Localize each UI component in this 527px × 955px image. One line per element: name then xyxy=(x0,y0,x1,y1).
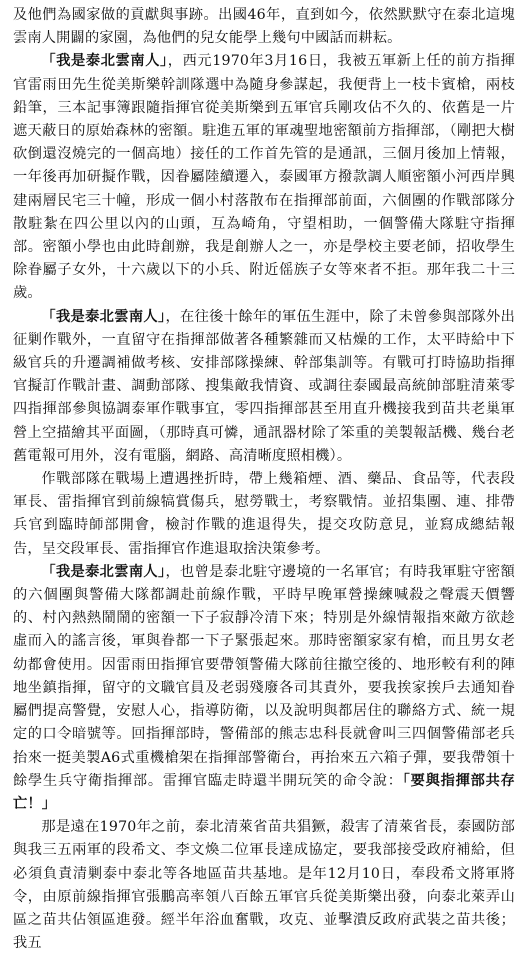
paragraph-3 xyxy=(13,306,515,468)
paragraph-2-heading: 「我是泰北雲南人」 xyxy=(41,53,168,70)
paragraph-5-heading: 「我是泰北雲南人」 xyxy=(41,563,166,580)
paragraph-6-text: 那是遠在1970年之前，泰北清萊省苗共猖獗，殺害了清萊省長，泰國防部與我三五兩軍的段希文、李文煥二位軍長達成協定，要我部接受政府補給，但必須負責清剿泰中泰北等各地區苗共基地。是年12月10日，奉段希文將軍將令，由原前線指揮官張鵬高率領八百餘五軍官兵從美斯樂出發，向泰北萊弄山區之苗共佔領區進發。經半年浴血奮戰，攻克、並擊潰反政府武裝之苗共後；我五 xyxy=(13,819,515,952)
paragraph-5-text: ，也曾是泰北駐守邊境的一名軍官；有時我軍駐守密額的六個團與警備大隊都調赴前線作戰，平時早晚軍營操練喊殺之聲震天價響的、村內熱熱鬧鬧的密額一下子寂靜冷清下來；特別是外線情報指來敵方欲趁虛而入的謠言後，軍與眷都一下子緊張起來。那時密額家家有槍，而且男女老幼都會使用。因雷雨田指揮官要帶領警備大隊前往撤空後的、地形較有利的陣地坐鎮指揮，留守的文職官員及老弱殘廢各司其責外，要我挨家挨戶去通知眷屬們提高警覺，安慰人心，指導防衛，以及說明與都居住的聯絡方式、統一規定的口令暗號等。回指揮部時，警備部的熊志忠科長就會叫三四個警備部老兵抬來一挺美製A6式重機槍架在指揮部警衛台，再抬來五六箱子彈，要我帶領十餘學生兵守衛指揮部。雷揮官臨走時還半開玩笑的命令說： xyxy=(13,563,515,789)
paragraph-1 xyxy=(13,4,515,50)
paragraph-5-quote: 「要與指揮部共存亡！」 xyxy=(13,772,515,812)
paragraph-4 xyxy=(13,468,515,561)
paragraph-3-text: ，在往後十餘年的軍伍生涯中，除了未曾參與部隊外出征剿作戰外，一直留守在指揮部做著各種繁雜而又枯燥的工作，太平時給中下級官兵的升遷調補做考核、安排部隊操練、幹部集訓等。有戰可打時協助指揮官擬訂作戰計畫、調動部隊、搜集敵我情資、或調往泰國最高統帥部駐清萊零四指揮部參與協調泰軍作戰事宜，零四指揮部甚至用直升機接我到苗共老巢軍營上空描繪其平面圖，（那時真可憐，通訊器材除了笨重的美製報話機、幾台老舊電報可用外，沒有電腦，網路、高清晰度照相機）。 xyxy=(13,308,515,464)
paragraph-5 xyxy=(13,561,515,816)
paragraph-1-text: 及他們為國家做的貢獻與事跡。出國46年，直到如今，依然默默守在泰北這塊雲南人開闢的家園，為他們的兒女能學上幾句中國話而耕耘。 xyxy=(13,7,515,47)
paragraph-2-text: ，西元1970年3月16日，我被五軍新上任的前方指揮官雷雨田先生從美斯樂幹訓隊選中為隨身參謀起，我便背上一枝卡賓槍，兩枝鉛筆，三本記事簿跟隨指揮官從美斯樂到五軍官兵剛攻佔不久的、依舊是一片遮天蔽日的原始森林的密額。駐進五軍的軍魂聖地密額前方指揮部，（剛把大樹砍倒還沒燒完的一個高地）接任的工作首先管的是通訊，三個月後加上情報，一年後再加研擬作戰，因眷屬陸續遷入，泰國軍方撥款調人順密額小河西岸興建兩層民宅三十幢，形成一個小村落散布在指揮部前面，六個團的作戰部隊分散駐紮在四公里以內的山頭，互為崎角，守望相助，一個警備大隊駐守指揮部。密額小學也由此時創辦，我是創辦人之一，亦是學校主要老師，招收學生除眷屬子女外，十六歲以下的小兵、附近傜族子女等來者不拒。那年我二十三歲。 xyxy=(13,53,516,302)
paragraph-3-heading: 「我是泰北雲南人」 xyxy=(41,308,166,325)
paragraph-6 xyxy=(13,816,515,955)
paragraph-2 xyxy=(13,50,515,305)
paragraph-4-text: 作戰部隊在戰場上遭遇挫折時，帶上幾箱煙、酒、藥品、食品等，代表段軍長、雷指揮官到前線犒賞傷兵，慰勞戰士，考察戰情。並招集團、連、排帶兵官到臨時師部開會，檢討作戰的進退得失，提交攻防意見，並寫成總結報告，呈交段軍長、雷指揮官作進退取捨決策參考。 xyxy=(13,471,515,557)
